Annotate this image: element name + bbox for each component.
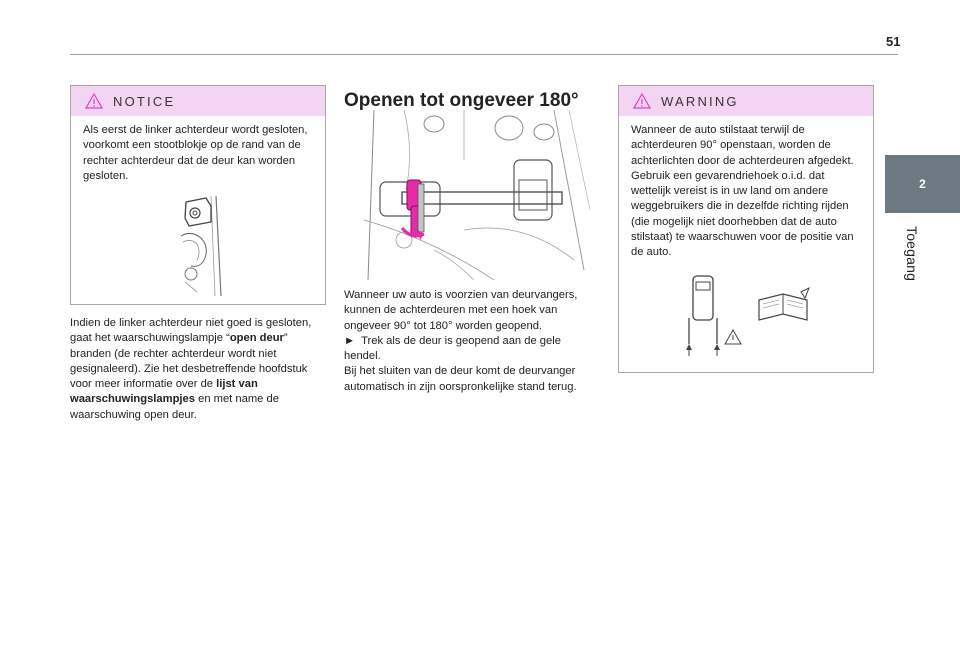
para-bold-lijst: lijst van waarschuwingslampjes xyxy=(70,378,258,406)
door-check-line-1: Wanneer uw auto is voorzien van deurvangers, kunnen de achterdeuren met een hoek van ongeveer 90° tot 180° worden geopend. xyxy=(344,289,578,332)
warning-box xyxy=(618,85,874,373)
door-check-line-2 xyxy=(344,334,594,365)
para-bold-open-deur: open deur xyxy=(229,332,284,345)
warning-text: Wanneer de auto stilstaat terwijl de achterdeuren 90° openstaan, worden de achterlichten door de achterdeuren afgedekt. Gebruik een gevarendriehoek o.i.d. dat wettelijk vereist is in uw land om andere weggebruikers die in dezelfde richting rijden (die mogelijk niet doorhebben dat de auto stilstaat) te waarschuwen voor de positie van de auto. xyxy=(631,124,854,259)
section-title: Openen tot ongeveer 180° xyxy=(344,90,579,111)
van-warning-illustration xyxy=(683,270,823,360)
notice-header xyxy=(71,86,325,116)
warning-triangle-icon xyxy=(85,93,103,109)
bump-stop-illustration xyxy=(161,196,241,296)
para-text-3: en met name de waarschuwing open deur. xyxy=(70,393,279,421)
notice-heading: NOTICE xyxy=(113,93,176,109)
warning-triangle-icon xyxy=(633,93,651,109)
door-check-illustration xyxy=(344,110,590,280)
para-text-1: Indien de linker achterdeur niet goed is gesloten, gaat het waarschuwingslampje “ xyxy=(70,317,312,345)
notice-text: Als eerst de linker achterdeur wordt gesloten, voorkomt een stootblokje op de rand van de rechter achterdeur dat de deur kan worden gesloten. xyxy=(83,124,308,182)
bullet-marker: ► xyxy=(344,334,356,347)
warning-header xyxy=(619,86,873,116)
door-check-line-3: Bij het sluiten van de deur komt de deurvanger automatisch in zijn oorspronkelijke stand terug. xyxy=(344,365,577,393)
warning-heading: WARNING xyxy=(661,93,739,109)
door-check-paragraph xyxy=(344,288,594,395)
page-number: 51 xyxy=(886,34,901,49)
notice-box xyxy=(70,85,326,305)
bullet-text: Trek als de deur is geopend aan de gele hendel. xyxy=(344,334,561,363)
door-warning-paragraph xyxy=(70,316,328,423)
chapter-label: Toegang xyxy=(904,226,920,282)
top-divider xyxy=(70,54,898,55)
para-text-2: ” branden (de rechter achterdeur wordt niet gesignaleerd). Zie het desbetreffende hoofdstuk voor meer informatie over de xyxy=(70,332,308,391)
chapter-tab[interactable]: 2 xyxy=(885,155,960,213)
